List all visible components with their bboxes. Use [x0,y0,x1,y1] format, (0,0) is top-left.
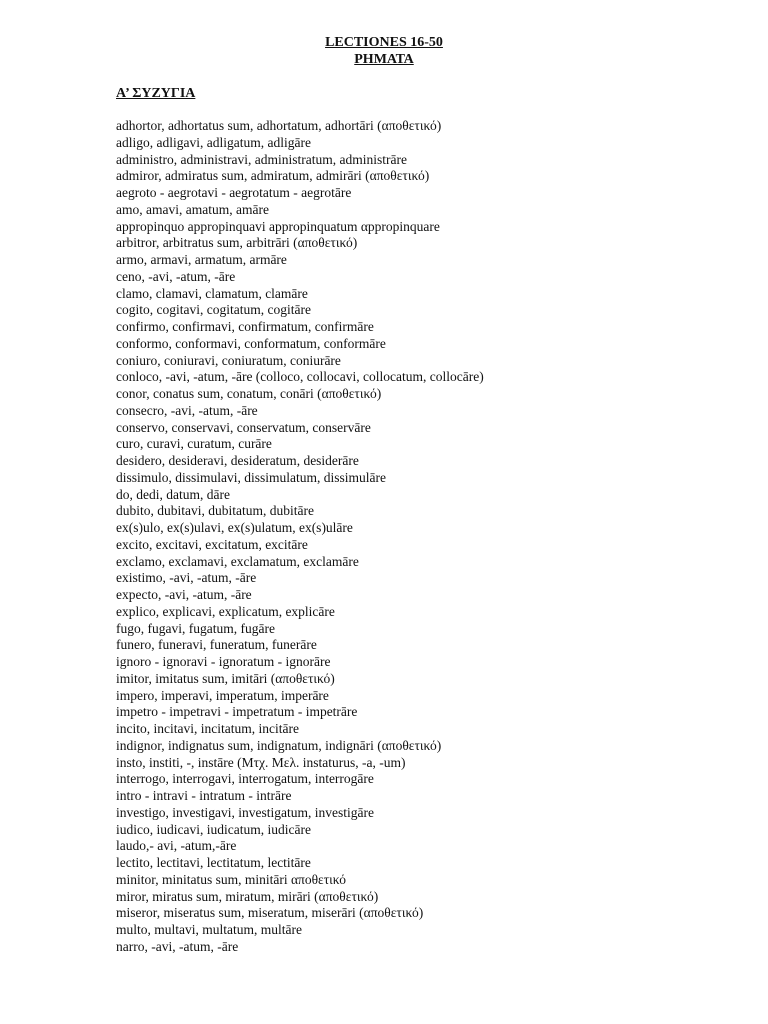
verb-entry: intro - intravi - intratum - intrāre [116,788,292,803]
verb-entry: adligo, adligavi, adligatum, adligāre [116,134,311,150]
verb-entry: ceno, -avi, -atum, -āre [116,268,236,284]
verb-entry: imitor, imitatus sum, imitāri (αποθετικό) [116,670,335,686]
verb-entry: clamo, clamavi, clamatum, clamāre [116,285,308,301]
verb-entry: admiror, admiratus sum, admiratum, admirāri (αποθετικό) [116,168,430,184]
verb-entry: impetro - impetravi - impetratum - impetrāre [116,704,358,720]
verb-entry: conloco, -avi, -atum, -āre (colloco, collocavi, collocatum, collocāre) [116,369,484,385]
verb-entry: miseror, miseratus sum, miseratum, miserāri (αποθετικό) [116,905,424,921]
verb-entry: indignor, indignatus sum, indignatum, indignāri (αποθετικό) [116,737,442,753]
verb-entry: minitor, minitatus sum, minitāri αποθετικό [116,871,347,887]
verb-entry: arbitror, arbitratus sum, arbitrāri (αποθετικό) [116,235,358,251]
verb-entry: existimo, -avi, -atum, -āre [116,570,257,586]
verb-entry: funero, funeravi, funeratum, funerāre [116,637,317,653]
verb-entry: desidero, desideravi, desideratum, desiderāre [116,453,359,468]
page-subtitle: ΡΗΜΑΤΑ [354,52,414,67]
verb-entry: interrogo, interrogavi, interrogatum, interrogāre [116,771,374,787]
verb-entry: exclamo, exclamavi, exclamatum, exclamāre [116,553,359,569]
verb-entry: laudo,- avi, -atum,-āre [116,838,237,854]
verb-entry: conformo, conformavi, conformatum, conformāre [116,335,386,351]
verb-entry: cogito, cogitavi, cogitatum, cogitāre [116,302,311,318]
verb-entry: consecro, -avi, -atum, -āre [116,402,258,418]
verb-entry: explico, explicavi, explicatum, explicāre [116,603,335,619]
verb-entry: dissimulo, dissimulavi, dissimulatum, dissimulāre [116,469,387,485]
verb-entry: ex(s)ulo, ex(s)ulavi, ex(s)ulatum, ex(s)ulāre [116,520,353,535]
verb-entry: fugo, fugavi, fugatum, fugāre [116,620,275,636]
verb-entry: incito, incitavi, incitatum, incitāre [116,721,299,736]
verb-entry: impero, imperavi, imperatum, imperāre [116,687,329,703]
verb-entry: insto, institi, -, instāre (Μτχ. Μελ. instaturus, -a, -um) [116,754,406,770]
verb-entry: conservo, conservavi, conservatum, conservāre [116,419,371,435]
verb-entry: expecto, -avi, -atum, -āre [116,587,252,602]
verb-entry: amo, amavi, amatum, amāre [116,201,269,217]
verb-entry: dubito, dubitavi, dubitatum, dubitāre [116,503,314,519]
verb-entry: ignoro - ignoravi - ignoratum - ignorāre [116,654,331,669]
verb-entry: confirmo, confirmavi, confirmatum, confirmāre [116,319,374,334]
verb-entry: administro, administravi, administratum, administrāre [116,151,407,167]
verb-entry: appropinquo appropinquavi appropinquatum αppropinquare [116,218,440,234]
verb-entry: conor, conatus sum, conatum, conāri (αποθετικό) [116,386,382,401]
verb-entry: armo, armavi, armatum, armāre [116,252,287,267]
section-heading: Α’ ΣΥΖΥΓΙΑ [116,86,196,101]
verb-entry: lectito, lectitavi, lectitatum, lectitāre [116,855,311,870]
verb-entry: adhortor, adhortatus sum, adhortatum, adhortāri (αποθετικό) [116,118,442,133]
page-title: LECTIONES 16-50 [325,35,443,50]
verb-entry: do, dedi, datum, dāre [116,486,230,502]
verb-entry: aegroto - aegrotavi - aegrotatum - aegrotāre [116,185,352,200]
verb-entry: miror, miratus sum, miratum, mirāri (αποθετικό) [116,888,379,904]
verb-list [116,118,736,956]
verb-entry: multo, multavi, multatum, multāre [116,922,302,937]
verb-entry: coniuro, coniuravi, coniuratum, coniurāre [116,352,341,368]
verb-entry: curo, curavi, curatum, curāre [116,436,272,452]
verb-entry: excito, excitavi, excitatum, excitāre [116,536,308,552]
verb-entry: investigo, investigavi, investigatum, investigāre [116,804,374,820]
verb-entry: narro, -avi, -atum, -āre [116,938,239,954]
verb-entry: iudico, iudicavi, iudicatum, iudicāre [116,821,311,837]
